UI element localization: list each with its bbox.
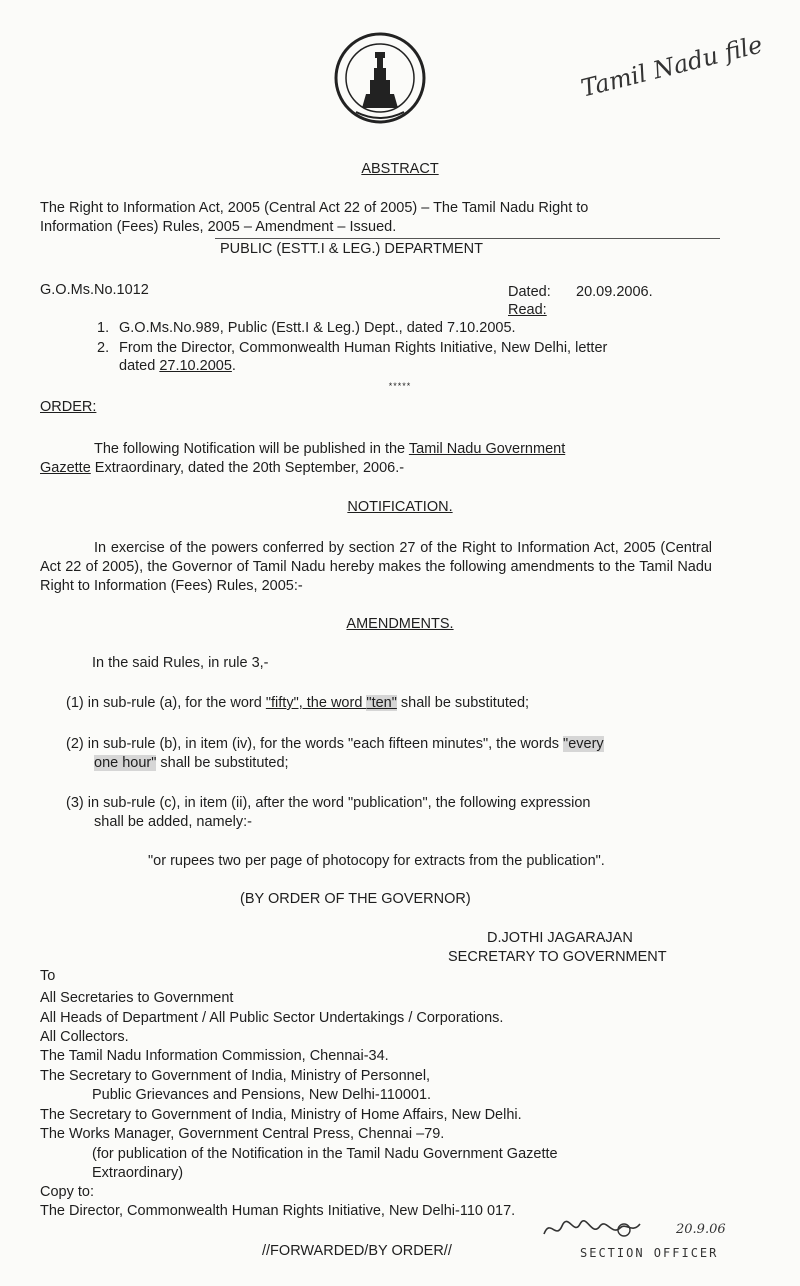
highlight-one-hour: one hour" bbox=[94, 755, 157, 771]
read-label: Read: bbox=[508, 302, 547, 318]
distribution-line-4: The Tamil Nadu Information Commission, Chennai-34. bbox=[40, 1048, 389, 1064]
section-officer-stamp: SECTION OFFICER bbox=[580, 1246, 719, 1260]
separator: ***** bbox=[388, 381, 412, 391]
order-heading: ORDER: bbox=[40, 399, 97, 415]
copy-to-line: The Director, Commonwealth Human Rights Initiative, New Delhi-110 017. bbox=[40, 1203, 516, 1219]
amendment-2-cont: one hour" shall be substituted; bbox=[94, 755, 289, 771]
gazette-name: Tamil Nadu Government bbox=[408, 441, 566, 457]
amendment-3-cont: shall be added, namely:- bbox=[94, 814, 252, 830]
amendments-intro: In the said Rules, in rule 3,- bbox=[92, 655, 269, 671]
reference-2-date-line: dated 27.10.2005. bbox=[119, 358, 236, 374]
distribution-line-2: All Heads of Department / All Public Sector Undertakings / Corporations. bbox=[40, 1010, 504, 1026]
signatory-title: SECRETARY TO GOVERNMENT bbox=[448, 949, 667, 965]
dated-value: 20.09.2006. bbox=[576, 284, 653, 300]
abstract-heading: ABSTRACT bbox=[361, 161, 439, 177]
reference-2-number: 2. bbox=[97, 340, 110, 356]
subject-line-2: Information (Fees) Rules, 2005 – Amendment – Issued. bbox=[40, 219, 397, 235]
distribution-line-3: All Collectors. bbox=[40, 1029, 129, 1045]
handwritten-note: Tamil Nadu file bbox=[578, 30, 766, 103]
dated-label: Dated: bbox=[508, 284, 551, 300]
stamp-date: 20.9.06 bbox=[676, 1222, 726, 1237]
by-order: (BY ORDER OF THE GOVERNOR) bbox=[240, 891, 471, 907]
added-expression: "or rupees two per page of photocopy for extracts from the publication". bbox=[148, 853, 605, 869]
notification-heading: NOTIFICATION. bbox=[347, 499, 453, 515]
reference-1-number: 1. bbox=[97, 320, 110, 336]
subject-rule bbox=[215, 238, 720, 239]
amendments-heading: AMENDMENTS. bbox=[346, 616, 454, 632]
officer-signature bbox=[540, 1212, 660, 1244]
distribution-indent-line: Public Grievances and Pensions, New Delhi-110001. bbox=[92, 1087, 432, 1103]
copy-to-label: Copy to: bbox=[40, 1184, 94, 1200]
amendment-2: (2) in sub-rule (b), in item (iv), for the words "each fifteen minutes", the words "every bbox=[66, 736, 604, 752]
order-paragraph-end: Gazette Extraordinary, dated the 20th September, 2006.- bbox=[40, 460, 405, 476]
distribution-line-5: The Secretary to Government of India, Ministry of Personnel, bbox=[40, 1068, 431, 1084]
distribution-line-7: The Works Manager, Government Central Press, Chennai –79. bbox=[40, 1126, 445, 1142]
notification-paragraph: In exercise of the powers conferred by section 27 of the Right to Information Act, 2005 (Central Act 22 of 2005), the Governor of Tamil Nadu hereby makes the following amendments to the Tamil Nadu Right to Information (Fees) Rules, 2005:- bbox=[40, 540, 712, 594]
amendment-3: (3) in sub-rule (c), in item (ii), after the word "publication", the following expression bbox=[66, 795, 591, 811]
amendment-1: (1) in sub-rule (a), for the word "fifty", the word "ten" shall be substituted; bbox=[66, 695, 530, 711]
order-paragraph: The following Notification will be published in the Tamil Nadu Government bbox=[94, 441, 566, 457]
forwarded-by-order: //FORWARDED/BY ORDER// bbox=[262, 1243, 452, 1259]
reference-1: G.O.Ms.No.989, Public (Estt.I & Leg.) Dept., dated 7.10.2005. bbox=[119, 320, 516, 336]
to-label: To bbox=[40, 968, 56, 984]
publication-note-2: Extraordinary) bbox=[92, 1165, 184, 1181]
go-number: G.O.Ms.No.1012 bbox=[40, 282, 149, 298]
publication-note-1: (for publication of the Notification in the Tamil Nadu Government Gazette bbox=[92, 1146, 558, 1162]
reference-2: From the Director, Commonwealth Human Rights Initiative, New Delhi, letter bbox=[119, 340, 608, 356]
highlight-ten: "ten" bbox=[366, 695, 397, 711]
tamil-nadu-emblem bbox=[330, 28, 430, 138]
distribution-line-1: All Secretaries to Government bbox=[40, 990, 234, 1006]
signatory-name: D.JOTHI JAGARAJAN bbox=[487, 930, 633, 946]
highlight-every: "every bbox=[563, 736, 604, 752]
subject-line-1: The Right to Information Act, 2005 (Central Act 22 of 2005) – The Tamil Nadu Right to bbox=[40, 200, 589, 216]
department: PUBLIC (ESTT.I & LEG.) DEPARTMENT bbox=[220, 241, 483, 257]
reference-2-date: 27.10.2005 bbox=[159, 358, 232, 374]
distribution-line-6: The Secretary to Government of India, Ministry of Home Affairs, New Delhi. bbox=[40, 1107, 522, 1123]
